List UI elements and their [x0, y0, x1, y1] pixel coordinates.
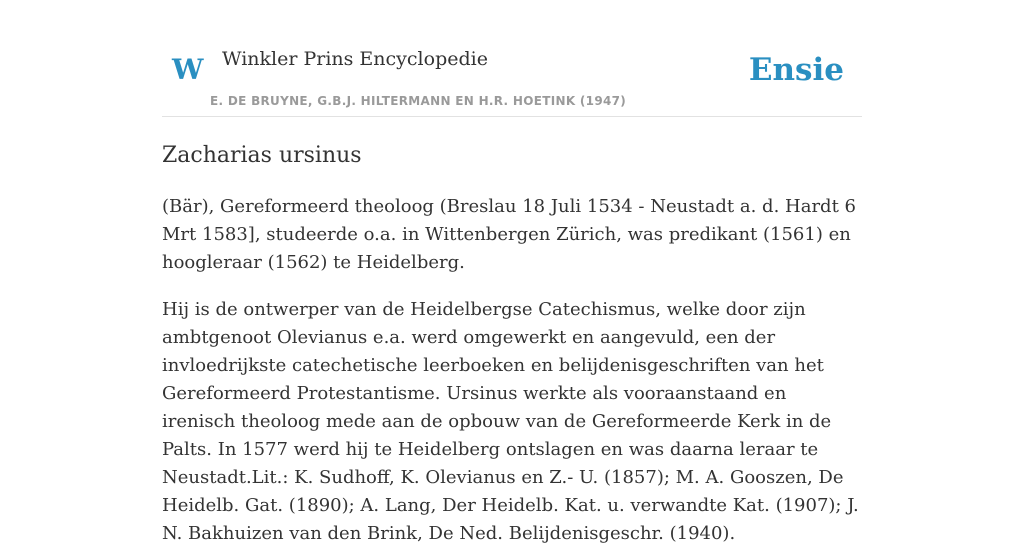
article-page	[162, 0, 862, 544]
publication-title[interactable]: Winkler Prins Encyclopedie	[222, 48, 488, 70]
publication-logo[interactable]: W	[172, 53, 204, 86]
entry-paragraph-1: (Bär), Gereformeerd theoloog (Breslau 18 Juli 1534 - Neustadt a. d. Hardt 6 Mrt 1583], studeerde o.a. in Wittenbergen Zürich, was predikant (1561) en hoogleraar (1562) te Heidelberg.	[162, 196, 856, 273]
publication-authors: E. DE BRUYNE, G.B.J. HILTERMANN EN H.R. HOETINK (1947)	[210, 94, 627, 108]
publication-header	[162, 0, 862, 117]
entry-title: Zacharias ursinus	[162, 143, 362, 168]
entry-paragraph-2: Hij is de ontwerper van de Heidelbergse Catechismus, welke door zijn ambtgenoot Olevianus e.a. werd omgewerkt en aangevuld, een der invloedrijkste catechetische leerboeken en belijdenisgeschriften van het Gereformeerd Protestantisme. Ursinus werkte als vooraanstaand en irenisch theoloog mede aan de opbouw van de Gereformeerde Kerk in de Palts. In 1577 werd hij te Heidelberg ontslagen en was daarna leraar te Neustadt.Lit.: K. Sudhoff, K. Olevianus en Z.- U. (1857); M. A. Gooszen, De Heidelb. Gat. (1890); A. Lang, Der Heidelb. Kat. u. verwandte Kat. (1907); J. N. Bakhuizen van den Brink, De Ned. Belijdenisgeschr. (1940).	[162, 299, 859, 544]
ensie-logo[interactable]: Ensie	[748, 52, 844, 88]
